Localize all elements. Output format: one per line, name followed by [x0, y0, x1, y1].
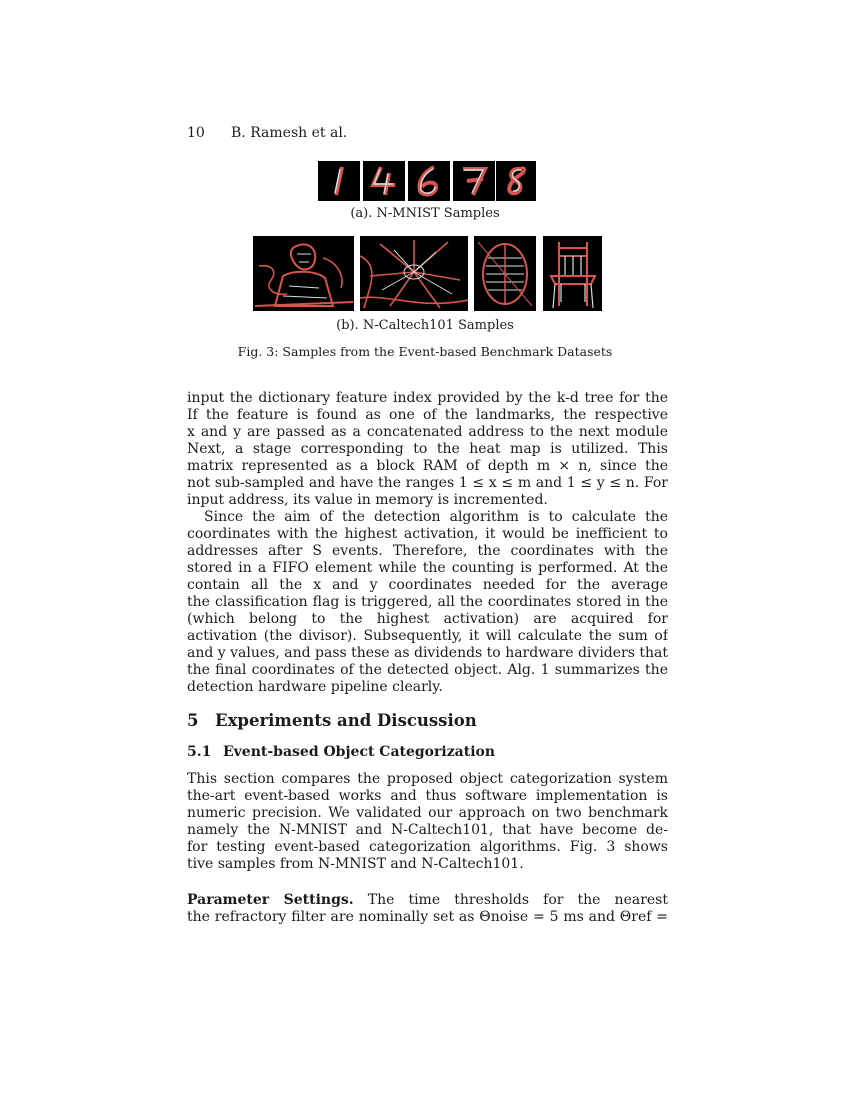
text-line: contain all the x and y coordinates needed for the average — [187, 577, 668, 593]
section-title: Experiments and Discussion — [215, 711, 477, 730]
text-line: detection hardware pipeline clearly. — [187, 679, 443, 695]
section-heading — [187, 711, 477, 730]
text-line: matrix represented as a block RAM of depth m × n, since the — [187, 458, 668, 474]
subsection-title: Event-based Object Categorization — [223, 744, 496, 760]
text-line: the final coordinates of the detected object. Alg. 1 summarizes the — [187, 662, 668, 678]
text-line: namely the N-MNIST and N-Caltech101, that have become de- — [187, 822, 668, 838]
text-line: input address, its value in memory is incremented. — [187, 492, 548, 508]
text-run: The time thresholds for the nearest — [367, 892, 668, 908]
page-number: 10 — [187, 125, 205, 141]
ncaltech-caption: (b). N-Caltech101 Samples — [336, 318, 514, 333]
paragraph-3 — [187, 771, 668, 873]
paragraph-4 — [187, 892, 668, 926]
text-line: x and y are passed as a concatenated address to the next module — [187, 424, 668, 440]
text-line: tive samples from N-MNIST and N-Caltech101. — [187, 856, 524, 872]
text-line: input the dictionary feature index provided by the k-d tree for the — [187, 390, 668, 406]
figure-caption: Fig. 3: Samples from the Event-based Benchmark Datasets — [237, 344, 613, 359]
running-header — [187, 125, 347, 141]
ncaltech-sample-portrait — [253, 236, 354, 311]
subsection-heading — [187, 744, 495, 760]
paragraph-1 — [187, 390, 668, 509]
text-line: for testing event-based categorization algorithms. Fig. 3 shows — [187, 839, 668, 855]
text-line: (which belong to the highest activation) are acquired for — [187, 611, 668, 627]
text-line: This section compares the proposed object categorization system — [187, 771, 668, 787]
text-line: If the feature is found as one of the landmarks, the respective — [187, 407, 668, 423]
nmnist-sample-8 — [496, 161, 536, 201]
running-authors: B. Ramesh et al. — [231, 125, 348, 141]
text-line: Since the aim of the detection algorithm is to calculate the — [204, 509, 668, 525]
text-line: not sub-sampled and have the ranges 1 ≤ x ≤ m and 1 ≤ y ≤ n. For — [187, 475, 668, 491]
text-line — [187, 892, 668, 909]
nmnist-sample-7 — [453, 161, 495, 201]
subsection-number: 5.1 — [187, 744, 212, 760]
text-line: the classification flag is triggered, all the coordinates stored in the — [187, 594, 668, 610]
text-line: stored in a FIFO element while the counting is performed. At the — [187, 560, 668, 576]
text-line: coordinates with the highest activation, it would be inefficient to — [187, 526, 668, 542]
text-line: Next, a stage corresponding to the heat map is utilized. This — [187, 441, 668, 457]
text-line: and y values, and pass these as dividends to hardware dividers that — [187, 645, 668, 661]
nmnist-sample-6 — [408, 161, 450, 201]
nmnist-sample-1 — [318, 161, 360, 201]
text-line: numeric precision. We validated our approach on two benchmark — [187, 805, 668, 821]
paragraph-2 — [187, 509, 668, 696]
ncaltech-sample-trilobite — [474, 236, 536, 311]
text-line: activation (the divisor). Subsequently, it will calculate the sum of — [187, 628, 668, 644]
paragraph-heading: Parameter Settings. — [187, 892, 354, 908]
text-line: the refractory filter are nominally set as Θnoise = 5 ms and Θref = — [187, 909, 668, 925]
section-number: 5 — [187, 711, 199, 730]
text-line: the-art event-based works and thus software implementation is — [187, 788, 668, 804]
ncaltech-sample-chair — [543, 236, 602, 311]
nmnist-sample-4 — [363, 161, 405, 201]
text-line: addresses after S events. Therefore, the coordinates with the — [187, 543, 668, 559]
nmnist-caption: (a). N-MNIST Samples — [350, 206, 500, 221]
ncaltech-sample-lotus — [360, 236, 468, 311]
